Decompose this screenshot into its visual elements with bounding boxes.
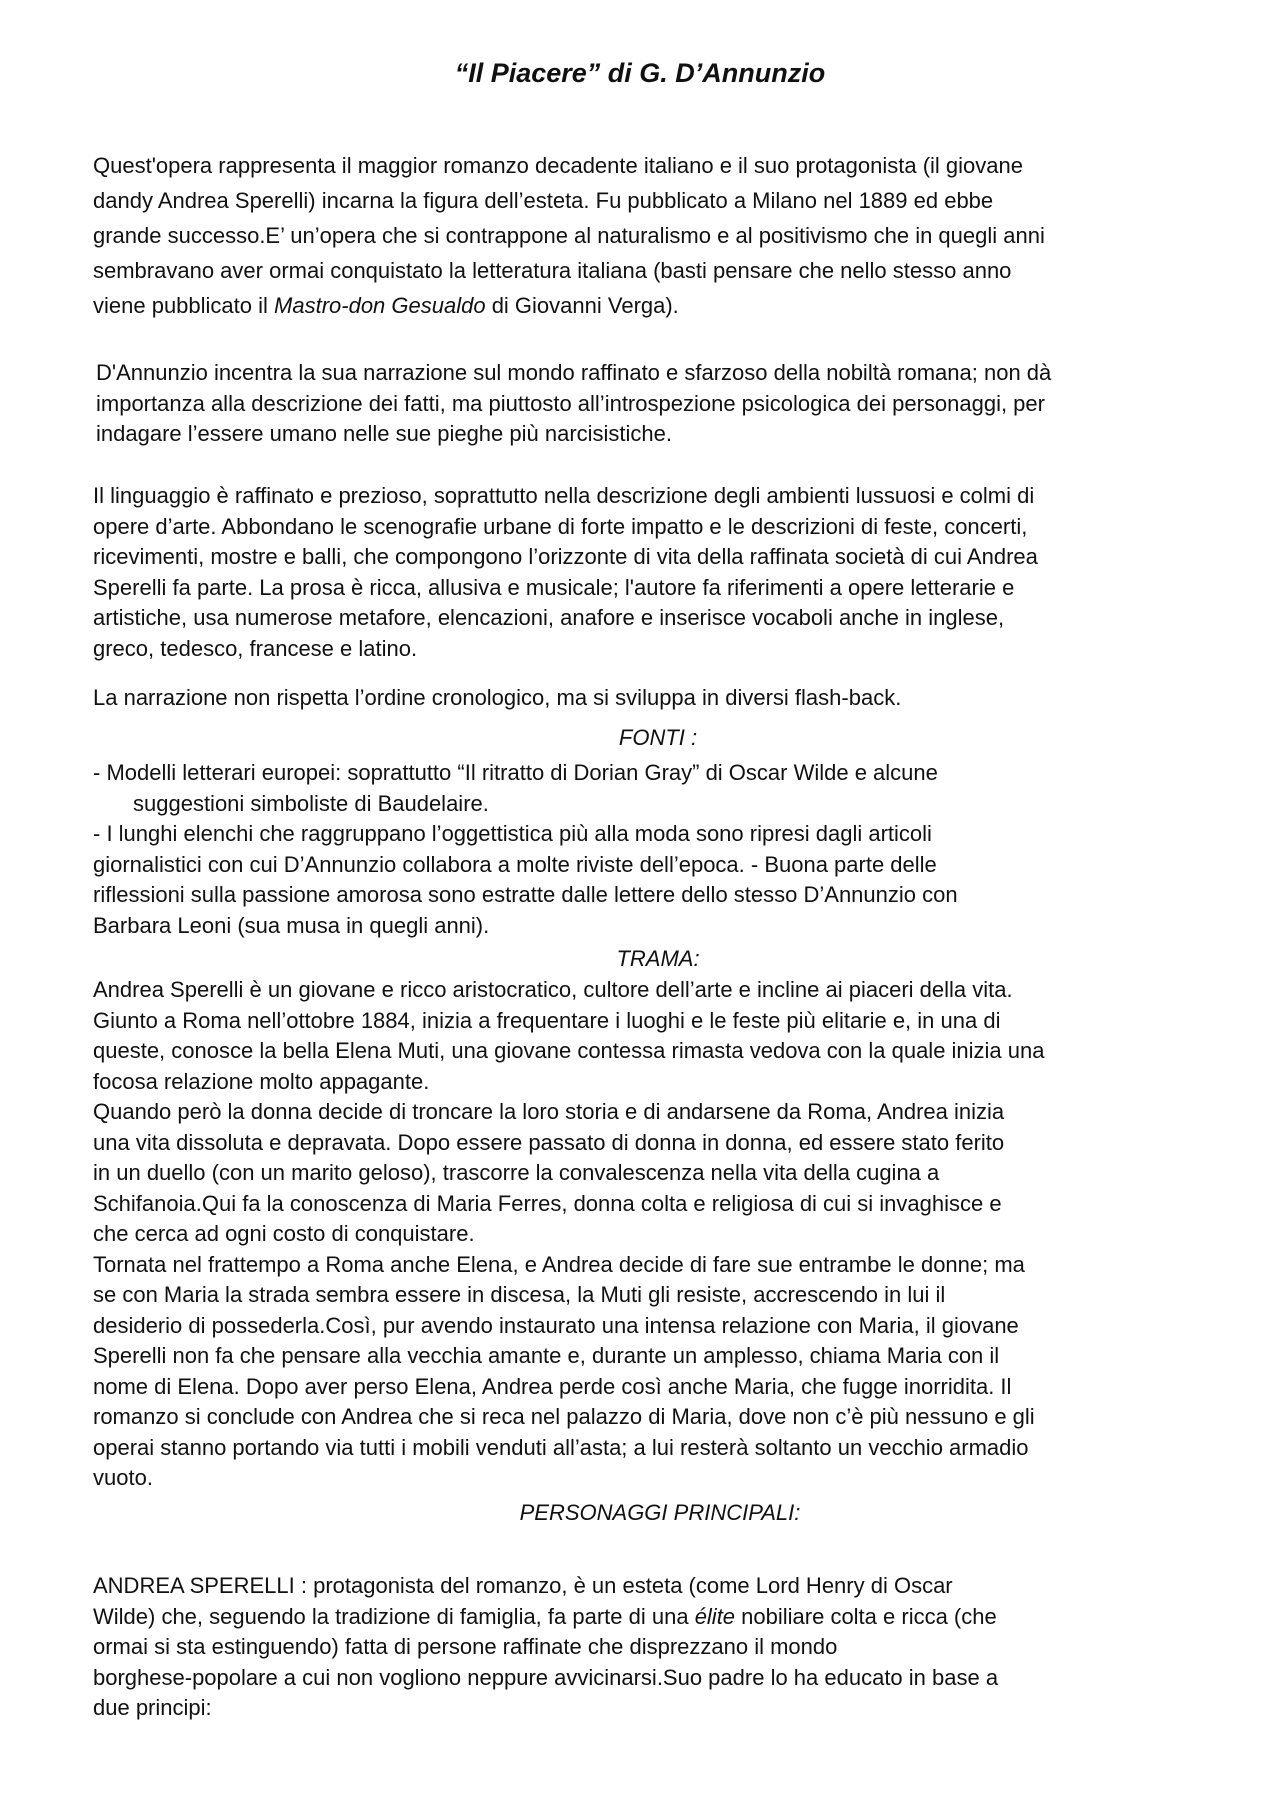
text-line: D'Annunzio incentra la sua narrazione sul mondo raffinato e sfarzoso della nobiltà romana; non dà bbox=[96, 360, 1052, 385]
fonti-list bbox=[93, 758, 958, 941]
text-line: ricevimenti, mostre e balli, che compongono l’orizzonte di vita della raffinata società di cui Andrea bbox=[93, 544, 1038, 569]
text-line: operai stanno portando via tutti i mobili venduti all’asta; a lui resterà soltanto un vecchio armadio bbox=[93, 1434, 1029, 1460]
text-line: borghese-popolare a cui non vogliono neppure avvicinarsi.Suo padre lo ha educato in base a bbox=[93, 1664, 999, 1690]
list-item-continuation: riflessioni sulla passione amorosa sono estratte dalle lettere dello stesso D’Annunzio con bbox=[93, 882, 958, 907]
list-item-continuation: suggestioni simboliste di Baudelaire. bbox=[133, 790, 489, 816]
text-line: desiderio di possederla.Così, pur avendo instaurato una intensa relazione con Maria, il giovane bbox=[93, 1312, 1019, 1338]
document-title: “Il Piacere” di G. D’Annunzio bbox=[454, 58, 826, 88]
text-line: Giunto a Roma nell’ottobre 1884, inizia a frequentare i luoghi e le feste più elitarie e, in una di bbox=[93, 1007, 1001, 1033]
intro-paragraph bbox=[93, 148, 1045, 323]
text-line: grande successo.E’ un’opera che si contrappone al naturalismo e al positivismo che in quegli anni bbox=[93, 223, 1045, 248]
trama-heading: TRAMA: bbox=[616, 946, 700, 971]
text-line: La narrazione non rispetta l’ordine cronologico, ma si sviluppa in diversi flash-back. bbox=[93, 685, 902, 710]
text-line: greco, tedesco, francese e latino. bbox=[93, 635, 418, 661]
text-line: Quest'opera rappresenta il maggior romanzo decadente italiano e il suo protagonista (il giovane bbox=[93, 153, 1023, 178]
book-title-mastro-don-gesualdo: Mastro-don Gesualdo bbox=[274, 293, 486, 318]
text-line: in un duello (con un marito geloso), trascorre la convalescenza nella vita della cugina a bbox=[93, 1160, 940, 1185]
text-line: se con Maria la strada sembra essere in discesa, la Muti gli resiste, accrescendo in lui il bbox=[93, 1282, 946, 1307]
text-line bbox=[93, 288, 1045, 323]
andrea-sperelli-paragraph bbox=[93, 1571, 998, 1724]
text-line: romanzo si conclude con Andrea che si reca nel palazzo di Maria, dove non c’è più nessuno e gli bbox=[93, 1404, 1035, 1429]
text-line: Quando però la donna decide di troncare la loro storia e di andarsene da Roma, Andrea inizia bbox=[93, 1099, 1005, 1124]
text-line: ANDREA SPERELLI : protagonista del romanzo, è un esteta (come Lord Henry di Oscar bbox=[93, 1573, 953, 1598]
text-run: Wilde) che, seguendo la tradizione di famiglia, fa parte di una bbox=[93, 1603, 695, 1629]
personaggi-heading: PERSONAGGI PRINCIPALI: bbox=[519, 1500, 801, 1525]
text-line: una vita dissoluta e depravata. Dopo essere passato di donna in donna, ed essere stato ferito bbox=[93, 1129, 1005, 1155]
fonti-heading: FONTI : bbox=[618, 725, 698, 750]
narration-paragraph bbox=[96, 358, 1051, 450]
text-line: Schifanoia.Qui fa la conoscenza di Maria Ferres, donna colta e religiosa di cui si invaghisce e bbox=[93, 1190, 1002, 1216]
text-line: Sperelli non fa che pensare alla vecchia amante e, durante un amplesso, chiama Maria con il bbox=[93, 1343, 1000, 1368]
text-line: Andrea Sperelli è un giovane e ricco aristocratico, cultore dell’arte e incline ai piaceri della vita. bbox=[93, 977, 1013, 1002]
text-run: viene pubblicato il bbox=[93, 293, 275, 318]
text-run: nobiliare colta e ricca (che bbox=[735, 1603, 997, 1629]
text-line: Il linguaggio è raffinato e prezioso, soprattutto nella descrizione degli ambienti lussuosi e colmi di bbox=[93, 483, 1035, 508]
text-line bbox=[93, 1602, 998, 1633]
list-item-continuation: giornalistici con cui D’Annunzio collabora a molte riviste dell’epoca. - Buona parte delle bbox=[93, 851, 937, 877]
list-item-continuation: Barbara Leoni (sua musa in quegli anni). bbox=[93, 912, 490, 938]
text-line: che cerca ad ogni costo di conquistare. bbox=[93, 1221, 475, 1246]
text-line: indagare l’essere umano nelle sue pieghe più narcisistiche. bbox=[96, 421, 673, 446]
text-line: opere d’arte. Abbondano le scenografie urbane di forte impatto e le descrizioni di feste, concerti, bbox=[93, 513, 1028, 539]
text-line: nome di Elena. Dopo aver perso Elena, Andrea perde così anche Maria, che fugge inorridita. Il bbox=[93, 1373, 1012, 1399]
text-line: Sperelli fa parte. La prosa è ricca, allusiva e musicale; l'autore fa riferimenti a opere letterarie e bbox=[93, 574, 1015, 600]
text-line: focosa relazione molto appagante. bbox=[93, 1068, 430, 1094]
text-line: importanza alla descrizione dei fatti, ma piuttosto all’introspezione psicologica dei personaggi, per bbox=[96, 390, 1045, 416]
trama-paragraph bbox=[93, 975, 1045, 1494]
list-item: - Modelli letterari europei: soprattutto “Il ritratto di Dorian Gray” di Oscar Wilde e alcune bbox=[93, 760, 938, 785]
text-line: Tornata nel frattempo a Roma anche Elena, e Andrea decide di fare sue entrambe le donne; ma bbox=[93, 1251, 1025, 1277]
text-run: di Giovanni Verga). bbox=[485, 293, 679, 318]
text-line: sembravano aver ormai conquistato la letteratura italiana (basti pensare che nello stesso anno bbox=[93, 258, 1012, 283]
text-line: artistiche, usa numerose metafore, elencazioni, anafore e inserisce vocaboli anche in inglese, bbox=[93, 605, 1005, 630]
chronology-paragraph bbox=[93, 683, 901, 714]
text-line: ormai si sta estinguendo) fatta di persone raffinate che disprezzano il mondo bbox=[93, 1634, 838, 1659]
language-paragraph bbox=[93, 481, 1038, 664]
text-line: queste, conosce la bella Elena Muti, una giovane contessa rimasta vedova con la quale inizia una bbox=[93, 1038, 1045, 1063]
italic-word-elite: élite bbox=[694, 1603, 736, 1629]
list-item: - I lunghi elenchi che raggruppano l’oggettistica più alla moda sono ripresi dagli articoli bbox=[93, 821, 932, 846]
text-line: due principi: bbox=[93, 1695, 212, 1720]
text-line: dandy Andrea Sperelli) incarna la figura dell’esteta. Fu pubblicato a Milano nel 1889 ed ebbe bbox=[93, 188, 994, 213]
text-line: vuoto. bbox=[93, 1465, 153, 1490]
